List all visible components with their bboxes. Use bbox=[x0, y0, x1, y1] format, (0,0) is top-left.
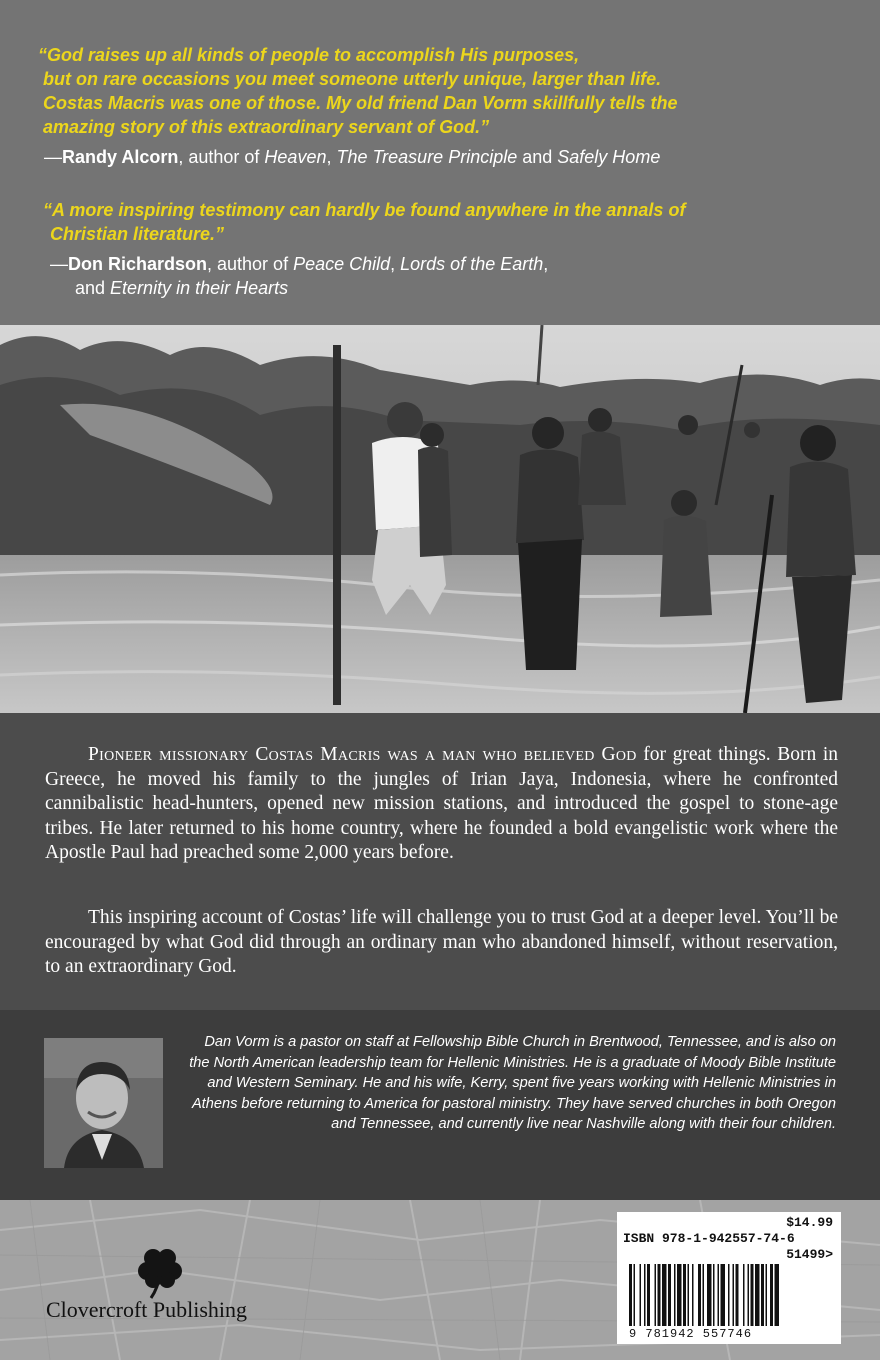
author-section bbox=[0, 1010, 880, 1200]
endorsements-section bbox=[0, 0, 880, 325]
barcode-bar bbox=[748, 1264, 750, 1326]
barcode-bar bbox=[644, 1264, 646, 1326]
barcode-bar bbox=[683, 1264, 686, 1326]
barcode-bar bbox=[751, 1264, 754, 1326]
barcode-bar bbox=[674, 1264, 676, 1326]
description-paragraph: This inspiring account of Costas’ life will challenge you to trust God at a deeper level. You’ll be encouraged by what God did through an ordinary man who abandoned himself, without reservation, to an extraordinary God. bbox=[45, 907, 838, 977]
barcode-bar bbox=[718, 1264, 720, 1326]
endorsement-attribution: —Don Richardson, author of Peace Child, Lords of the Earth, bbox=[50, 254, 549, 274]
book-title: The Treasure Principle bbox=[336, 147, 518, 167]
endorser-name: Randy Alcorn bbox=[62, 147, 179, 167]
isbn-barcode bbox=[617, 1212, 841, 1344]
endorsement-quote-line: “A more inspiring testimony can hardly be found anywhere in the annals of bbox=[43, 200, 686, 220]
barcode-bar bbox=[655, 1264, 657, 1326]
barcode-bar bbox=[634, 1264, 636, 1326]
barcode-bars bbox=[629, 1264, 834, 1326]
barcode-digits: 9 781942 557746 bbox=[629, 1327, 753, 1341]
endorsement-quote-line: but on rare occasions you meet someone utterly unique, larger than life. bbox=[43, 69, 662, 89]
barcode-bar bbox=[629, 1264, 632, 1326]
barcode-bar bbox=[743, 1264, 745, 1326]
barcode-bar bbox=[736, 1264, 739, 1326]
book-title: Peace Child bbox=[293, 254, 391, 274]
barcode-bar bbox=[707, 1264, 712, 1326]
barcode-bar bbox=[728, 1264, 730, 1326]
barcode-bar bbox=[668, 1264, 671, 1326]
barcode-bar bbox=[775, 1264, 780, 1326]
endorsement-quote-line: amazing story of this extraordinary servant of God.” bbox=[43, 117, 490, 137]
footer bbox=[0, 1200, 880, 1360]
barcode-bar bbox=[761, 1264, 764, 1326]
isbn-number: ISBN 978-1-942557-74-6 bbox=[623, 1231, 795, 1246]
cover-photo bbox=[0, 325, 880, 713]
book-title: Heaven bbox=[264, 147, 327, 167]
author-bio: Dan Vorm is a pastor on staff at Fellowship Bible Church in Brentwood, Tennessee, and is also on the North American leadership team for Hellenic Ministries. He is a graduate of Moody Bible Institute and Western Seminary. He and his wife, Kerry, spent five years working with Hellenic Ministries in Athens before returning to America for pastoral ministry. They have served churches in both Oregon and Tennessee, and currently live near Nashville along with their four children. bbox=[189, 1034, 836, 1133]
barcode-bar bbox=[647, 1264, 650, 1326]
endorsement-quote-line: “God raises up all kinds of people to accomplish His purposes, bbox=[38, 45, 580, 65]
price: $14.99 bbox=[786, 1215, 833, 1230]
endorsement-attribution-cont: and Eternity in their Hearts bbox=[75, 278, 289, 298]
barcode-bar bbox=[755, 1264, 760, 1326]
barcode-bar bbox=[640, 1264, 642, 1326]
barcode-bar bbox=[658, 1264, 661, 1326]
endorsement-attribution: —Randy Alcorn, author of Heaven, The Treasure Principle and Safely Home bbox=[44, 147, 661, 167]
barcode-bar bbox=[698, 1264, 701, 1326]
barcode-bar bbox=[688, 1264, 690, 1326]
clover-icon bbox=[133, 1244, 187, 1300]
description-paragraph: Pioneer missionary Costas Macris was a man who believed God for great things. Born in Greece, he moved his family to the jungles of Irian Jaya, Indonesia, where he confronted cannibalistic head-hunters, opened new mission stations, and introduced the gospel to stone-age tribes. He later returned to his home country, where he founded a bold evangelistic work where the Apostle Paul had preached some 2,000 years before. bbox=[45, 744, 838, 863]
barcode-bar bbox=[713, 1264, 715, 1326]
price-code: 51499> bbox=[786, 1247, 833, 1262]
barcode-bar bbox=[703, 1264, 705, 1326]
barcode-bar bbox=[692, 1264, 694, 1326]
publisher-name: Clovercroft Publishing bbox=[46, 1297, 248, 1322]
description-lead: Pioneer missionary Costas Macris was a man who believed God bbox=[88, 744, 637, 765]
barcode-bar bbox=[766, 1264, 768, 1326]
barcode-bar bbox=[721, 1264, 726, 1326]
book-title: Lords of the Earth bbox=[400, 254, 544, 274]
endorsement-quote-line: Christian literature.” bbox=[50, 224, 225, 244]
author-photo bbox=[44, 1038, 163, 1168]
endorsement-quote-line: Costas Macris was one of those. My old friend Dan Vorm skillfully tells the bbox=[43, 93, 678, 113]
book-title: Safely Home bbox=[557, 147, 661, 167]
endorser-name: Don Richardson bbox=[68, 254, 208, 274]
book-description bbox=[0, 713, 880, 1010]
barcode-bar bbox=[733, 1264, 735, 1326]
publisher-logo bbox=[40, 1244, 280, 1334]
barcode-bar bbox=[662, 1264, 667, 1326]
book-title: Eternity in their Hearts bbox=[110, 278, 289, 298]
barcode-bar bbox=[677, 1264, 682, 1326]
barcode-bar bbox=[770, 1264, 773, 1326]
